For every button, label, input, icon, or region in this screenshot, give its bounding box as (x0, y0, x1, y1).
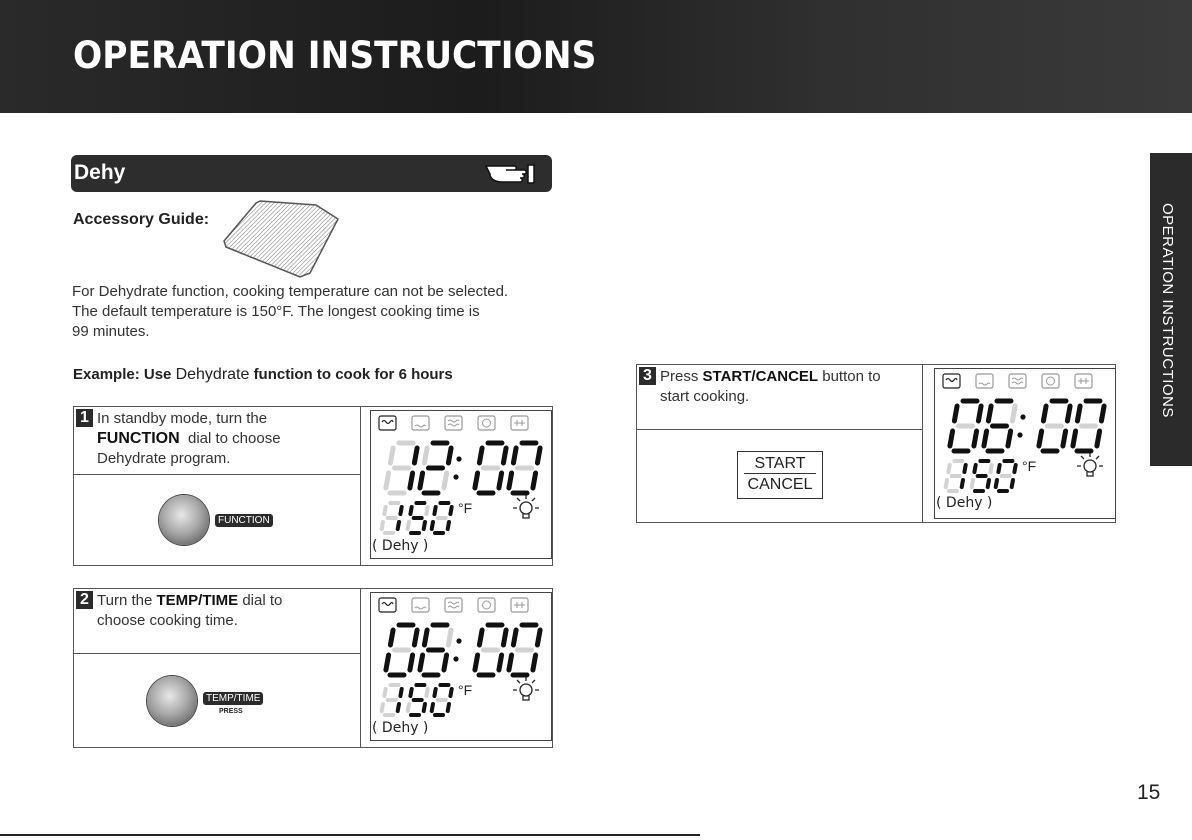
colon-dot (453, 474, 458, 479)
example-prefix: Example: Use (73, 366, 172, 383)
bake-icon (943, 374, 960, 388)
pointing-hand-icon (484, 160, 538, 187)
cancel-label: CANCEL (747, 476, 813, 493)
colon-dot (1017, 432, 1022, 437)
function-dial[interactable] (159, 495, 209, 545)
start-label: START (744, 454, 816, 474)
lcd-display (370, 410, 552, 559)
intro-line: The default temperature is 150°F. The longest cooking time is (72, 303, 480, 320)
step-text: Turn the TEMP/TIME dial to choose cooking time. (97, 592, 283, 629)
light-icon (513, 495, 539, 518)
colon-dot (456, 456, 461, 461)
broil-icon (412, 598, 429, 612)
time-digit (984, 401, 1015, 451)
lcd-display (370, 592, 552, 741)
warm-icon (511, 416, 528, 430)
page-title: OPERATION INSTRUCTIONS (73, 34, 597, 77)
temp-unit: °F (458, 682, 473, 698)
time-digit (420, 625, 451, 675)
light-icon (1077, 453, 1103, 476)
step-3-box (636, 364, 1116, 523)
example-line (73, 366, 453, 384)
temp-digit (972, 461, 992, 491)
toast-icon (1009, 374, 1026, 388)
side-tab (1150, 153, 1192, 466)
temp-time-dial[interactable] (147, 676, 197, 726)
time-digit (950, 401, 981, 451)
mode-label: ( Dehy ) (936, 495, 993, 511)
temp-digit (432, 503, 452, 533)
dehydrator-tray-icon (218, 195, 343, 280)
page-number: 15 (1137, 781, 1161, 804)
colon-dot (1020, 414, 1025, 419)
colon-dot (456, 638, 461, 643)
temp-digit (382, 503, 402, 533)
accessory-label: Accessory Guide: (73, 211, 210, 228)
fan-icon (478, 416, 495, 430)
time-digit (386, 625, 417, 675)
temp-unit: °F (1022, 458, 1037, 474)
temp-digit (996, 461, 1016, 491)
bake-icon (379, 598, 396, 612)
toast-icon (445, 598, 462, 612)
warm-icon (511, 598, 528, 612)
lcd-display (934, 368, 1116, 519)
colon-dot (453, 656, 458, 661)
start-cancel-button[interactable] (737, 451, 823, 499)
toast-icon (445, 416, 462, 430)
temp-digit (408, 503, 428, 533)
example-function: Dehydrate (175, 366, 250, 383)
step-number: 2 (76, 591, 93, 609)
temp-digit (432, 685, 452, 715)
mode-label: ( Dehy ) (372, 538, 429, 554)
example-duration: 6 hours (398, 366, 453, 383)
time-digit (509, 625, 540, 675)
function-dial-label: FUNCTION (215, 514, 273, 527)
intro-line: For Dehydrate function, cooking temperature can not be selected. (72, 283, 509, 300)
time-digit (509, 443, 540, 493)
temp-digit (946, 461, 966, 491)
step-text: In standby mode, turn the FUNCTION dial to choose Dehydrate program. (97, 410, 281, 467)
fan-icon (478, 598, 495, 612)
time-digit (386, 443, 417, 493)
step-number: 1 (76, 409, 93, 427)
light-icon (513, 677, 539, 700)
bake-icon (379, 416, 396, 430)
intro-line: 99 minutes. (72, 323, 150, 340)
side-tab-label: OPERATION INSTRUCTIONS (1159, 203, 1176, 418)
time-digit (475, 443, 506, 493)
mode-label: ( Dehy ) (372, 720, 429, 736)
section-title: Dehy (74, 161, 126, 184)
fan-icon (1042, 374, 1059, 388)
footer-rule (0, 834, 700, 836)
press-label: PRESS (219, 708, 243, 715)
temp-unit: °F (458, 500, 473, 516)
broil-icon (976, 374, 993, 388)
warm-icon (1075, 374, 1092, 388)
step-2-box (73, 588, 553, 748)
time-digit (1039, 401, 1070, 451)
time-digit (420, 443, 451, 493)
step-number: 3 (639, 367, 656, 385)
example-middle: function to cook for (253, 366, 395, 383)
section-bar (71, 155, 552, 192)
intro-text (72, 282, 562, 342)
step-text: Press START/CANCEL button to start cooking. (660, 368, 881, 405)
temp-digit (408, 685, 428, 715)
temp-time-dial-label: TEMP/TIME (203, 692, 263, 705)
time-digit (475, 625, 506, 675)
temp-digit (382, 685, 402, 715)
step-1-box (73, 406, 553, 566)
page-header (0, 0, 1192, 113)
broil-icon (412, 416, 429, 430)
time-digit (1073, 401, 1104, 451)
